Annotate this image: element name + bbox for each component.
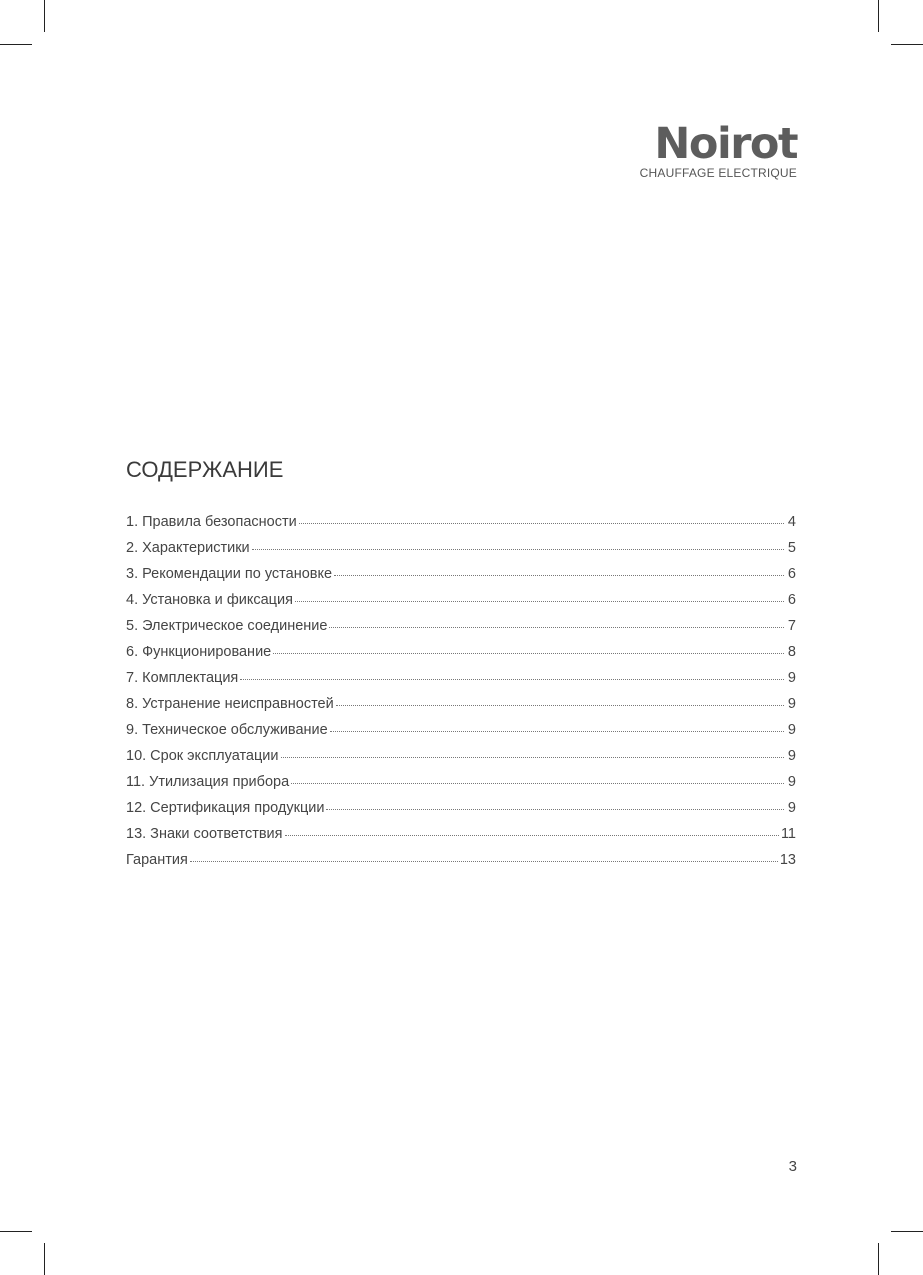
toc-item-safety	[126, 513, 796, 539]
toc-item-page: 9	[787, 800, 796, 816]
toc-item-label: 11. Утилизация прибора	[126, 774, 290, 790]
toc-item-label: 10. Срок эксплуатации	[126, 748, 279, 764]
crop-mark-bottom-right-vertical	[878, 1243, 879, 1275]
toc-item-troubleshooting	[126, 695, 796, 721]
toc-leader-dots	[291, 771, 784, 784]
toc-item-page: 9	[787, 696, 796, 712]
toc-leader-dots	[295, 589, 784, 602]
brand-name: Noirot	[654, 119, 797, 169]
toc-leader-dots	[240, 667, 784, 680]
toc-item-page: 9	[787, 722, 796, 738]
toc-list	[126, 513, 796, 877]
crop-mark-top-right-horizontal	[891, 44, 923, 45]
toc-item-electrical-connection	[126, 617, 796, 643]
toc-item-maintenance	[126, 721, 796, 747]
crop-mark-top-left-horizontal	[0, 44, 32, 45]
toc-title: СОДЕРЖАНИЕ	[126, 457, 284, 482]
toc-item-label: 1. Правила безопасности	[126, 514, 297, 530]
toc-item-conformity-marks	[126, 825, 796, 851]
toc-item-warranty	[126, 851, 796, 877]
toc-item-certification	[126, 799, 796, 825]
brand-logo	[622, 119, 797, 180]
toc-leader-dots	[334, 563, 784, 576]
toc-item-page: 7	[787, 618, 796, 634]
toc-item-page: 6	[787, 592, 796, 608]
toc-item-label: Гарантия	[126, 852, 188, 868]
toc-item-label: 13. Знаки соответствия	[126, 826, 283, 842]
toc-leader-dots	[326, 797, 784, 810]
toc-item-page: 5	[787, 540, 796, 556]
toc-item-characteristics	[126, 539, 796, 565]
toc-item-page: 6	[787, 566, 796, 582]
toc-item-label: 9. Техническое обслуживание	[126, 722, 328, 738]
crop-mark-bottom-left-horizontal	[0, 1231, 32, 1232]
toc-item-label: 5. Электрическое соединение	[126, 618, 328, 634]
toc-item-installation-fixing	[126, 591, 796, 617]
brand-tagline: CHAUFFAGE ELECTRIQUE	[639, 166, 797, 180]
crop-mark-bottom-left-vertical	[44, 1243, 45, 1275]
toc-item-label: 2. Характеристики	[126, 540, 250, 556]
crop-mark-top-right-vertical	[878, 0, 879, 32]
toc-item-disposal	[126, 773, 796, 799]
toc-leader-dots	[252, 537, 784, 550]
toc-item-label: 12. Сертификация продукции	[126, 800, 325, 816]
crop-mark-bottom-right-horizontal	[891, 1231, 923, 1232]
toc-item-service-life	[126, 747, 796, 773]
toc-leader-dots	[330, 719, 784, 732]
toc-item-installation-recommendations	[126, 565, 796, 591]
crop-mark-top-left-vertical	[44, 0, 45, 32]
toc-leader-dots	[273, 641, 784, 654]
toc-item-page: 9	[787, 774, 796, 790]
page-number: 3	[788, 1158, 797, 1175]
toc-leader-dots	[190, 849, 778, 862]
toc-item-operation	[126, 643, 796, 669]
toc-leader-dots	[285, 823, 779, 836]
toc-item-label: 7. Комплектация	[126, 670, 239, 686]
toc-leader-dots	[299, 511, 784, 524]
toc-item-label: 8. Устранение неисправностей	[126, 696, 334, 712]
toc-item-package-contents	[126, 669, 796, 695]
toc-item-label: 4. Установка и фиксация	[126, 592, 293, 608]
toc-item-page: 13	[779, 852, 796, 868]
toc-item-label: 3. Рекомендации по установке	[126, 566, 333, 582]
toc-leader-dots	[336, 693, 784, 706]
toc-item-page: 9	[787, 748, 796, 764]
toc-item-page: 11	[780, 826, 796, 842]
toc-item-page: 8	[787, 644, 796, 660]
toc-item-page: 9	[787, 670, 796, 686]
toc-item-page: 4	[787, 514, 796, 530]
toc-leader-dots	[281, 745, 784, 758]
toc-leader-dots	[329, 615, 784, 628]
toc-item-label: 6. Функционирование	[126, 644, 272, 660]
